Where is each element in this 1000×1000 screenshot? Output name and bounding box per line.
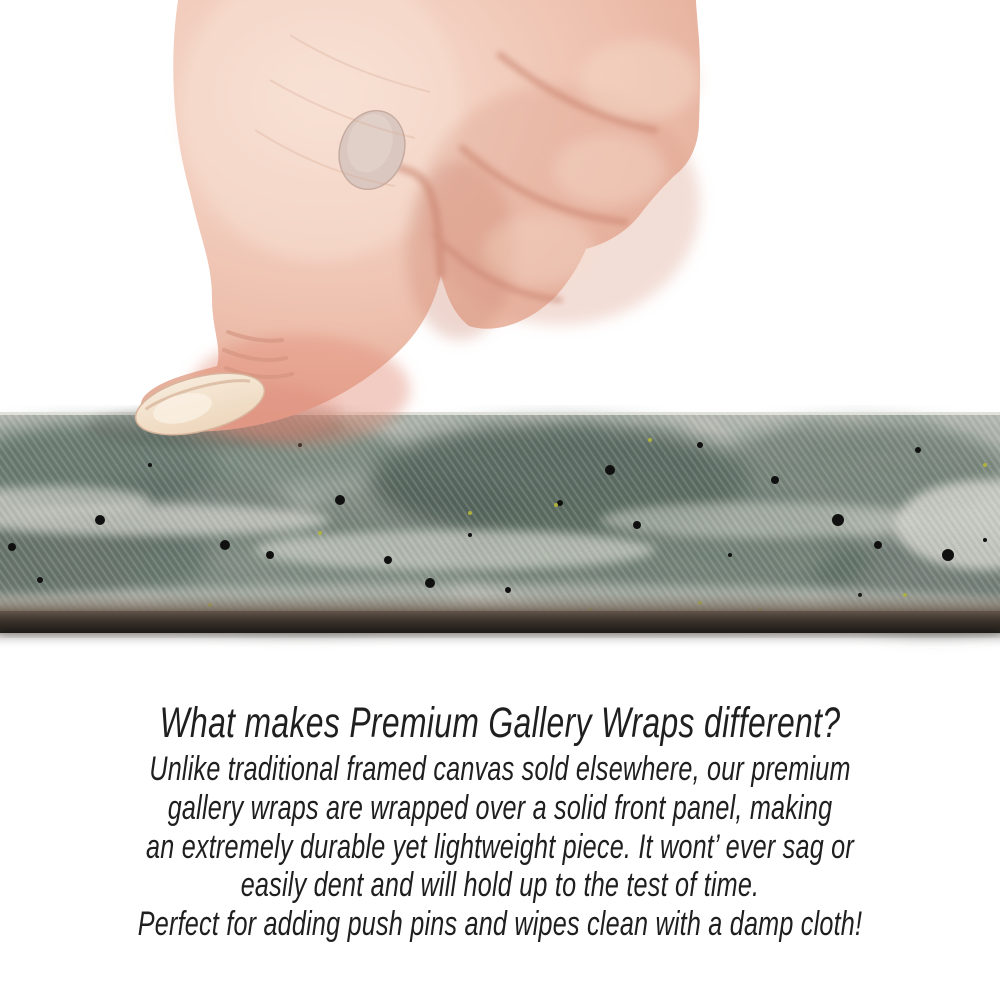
body-line-4: easily dent and will hold up to the test of time. [240,866,760,905]
body-line-2: gallery wraps are wrapped over a solid front panel, making [167,788,833,827]
body-line-3: an extremely durable yet lightweight piece. It wont’ ever sag or [146,827,854,866]
headline: What makes Premium Gallery Wraps different? [159,699,841,747]
caption-block [130,699,870,944]
body-line-5: Perfect for adding push pins and wipes clean with a damp cloth! [137,905,863,944]
drop-shadow [0,633,1000,649]
hand-photo [0,0,1000,460]
canvas-wrapped-edge [0,593,1000,649]
body-line-1: Unlike traditional framed canvas sold elsewhere, our premium [149,750,851,788]
fist-with-thumb-down [129,0,700,446]
